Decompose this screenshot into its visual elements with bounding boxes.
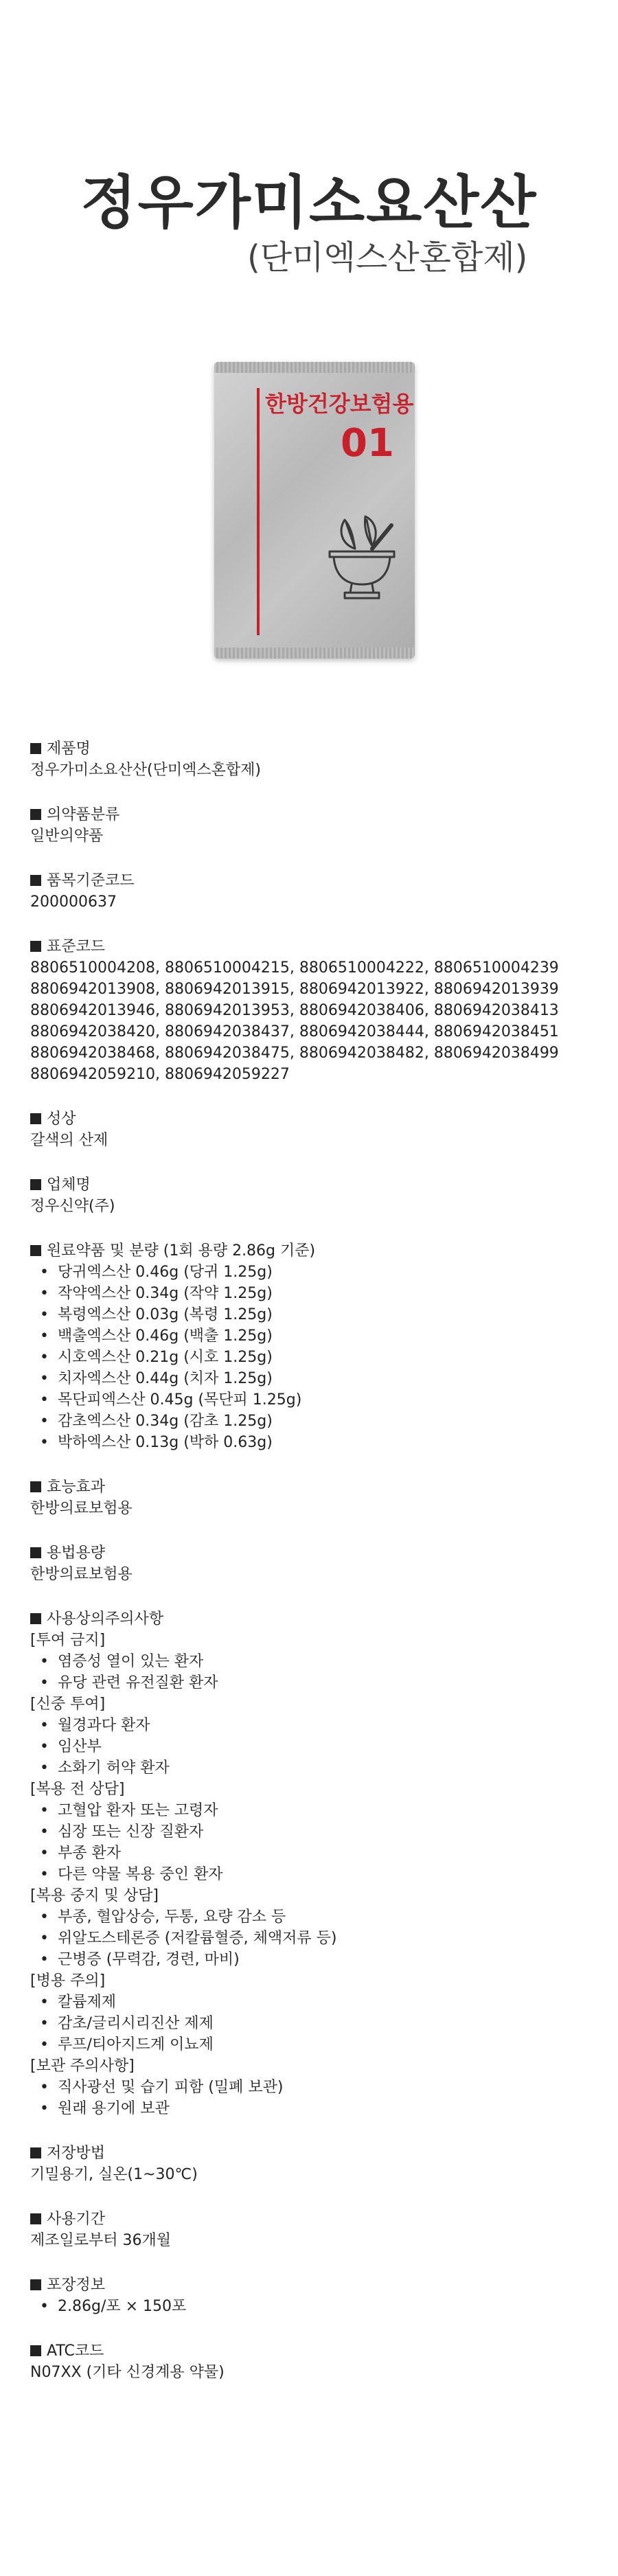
precaution-item: • 부종 환자 (30, 1843, 593, 1864)
pouch-top-seal (214, 362, 415, 373)
section-appearance (30, 1108, 593, 1151)
ingredient-item: • 감초엑스산 0.34g (감초 1.25g) (30, 1411, 593, 1432)
efficacy-value: 한방의료보험용 (30, 1500, 133, 1517)
section-packaging (30, 2275, 593, 2317)
precaution-item: • 고혈압 환자 또는 고령자 (30, 1800, 593, 1821)
ingredient-item: • 목단피엑스산 0.45g (목단피 1.25g) (30, 1389, 593, 1411)
company-value: 정우신약(주) (30, 1198, 115, 1215)
product-pouch-image (214, 362, 415, 659)
section-heading: 원료약품 및 분량 (1회 용량 2.86g 기준) (30, 1240, 593, 1262)
precaution-item: • 임산부 (30, 1736, 593, 1757)
precaution-item: • 원래 용기에 보관 (30, 2098, 593, 2119)
precaution-item: • 유당 관련 유전질환 환자 (30, 1672, 593, 1694)
precaution-group-title: [보관 주의사항] (30, 2058, 135, 2075)
precaution-item: • 심장 또는 신장 질환자 (30, 1821, 593, 1843)
section-heading: 저장방법 (30, 2143, 593, 2164)
product-name-value: 정우가미소요산산(단미엑스혼합제) (30, 762, 261, 779)
section-heading: 품목기준코드 (30, 870, 593, 891)
section-storage (30, 2143, 593, 2185)
atc-value: N07XX (기타 신경계용 약물) (30, 2364, 225, 2381)
precaution-item: • 위알도스테론증 (저칼륨혈증, 체액저류 등) (30, 1928, 593, 1949)
section-heading: 용법용량 (30, 1542, 593, 1564)
section-company (30, 1174, 593, 1217)
precaution-item: • 다른 약물 복용 중인 환자 (30, 1864, 593, 1885)
standard-code-line: 8806942059210, 8806942059227 (30, 1066, 290, 1083)
ingredient-item: • 시호엑스산 0.21g (시호 1.25g) (30, 1347, 593, 1368)
section-heading: 제품명 (30, 738, 593, 760)
section-ingredients (30, 1240, 593, 1453)
ingredient-item: • 박하엑스산 0.13g (박하 0.63g) (30, 1432, 593, 1453)
precaution-item: • 염증성 열이 있는 환자 (30, 1651, 593, 1672)
precaution-item: • 월경과다 환자 (30, 1715, 593, 1736)
section-efficacy (30, 1477, 593, 1519)
section-dosage (30, 1542, 593, 1585)
item-code-value: 200000637 (30, 893, 117, 911)
section-product-name (30, 738, 593, 781)
appearance-value: 갈색의 산제 (30, 1132, 108, 1149)
section-shelf-life (30, 2209, 593, 2251)
precaution-item: • 감초/글리시리진산 제제 (30, 2013, 593, 2034)
precaution-group-title: [복용 중지 및 상담] (30, 1887, 159, 1904)
drug-class-value: 일반의약품 (30, 828, 104, 845)
mortar-pestle-herb-icon (324, 506, 400, 609)
ingredient-item: • 당귀엑스산 0.46g (당귀 1.25g) (30, 1262, 593, 1283)
precaution-item: • 부종, 혈압상승, 두통, 요량 감소 등 (30, 1906, 593, 1928)
pouch-red-line (257, 388, 260, 635)
dosage-value: 한방의료보험용 (30, 1566, 133, 1583)
precaution-group-title: [복용 전 상담] (30, 1781, 125, 1798)
precaution-group-title: [신중 투여] (30, 1696, 106, 1713)
product-info (30, 738, 593, 2406)
section-heading: 효능효과 (30, 1477, 593, 1498)
precaution-group-title: [투여 금지] (30, 1632, 106, 1649)
ingredient-item: • 복령엑스산 0.03g (복령 1.25g) (30, 1304, 593, 1325)
section-heading: 업체명 (30, 1174, 593, 1196)
section-heading: 포장정보 (30, 2275, 593, 2296)
section-heading: 사용상의주의사항 (30, 1608, 593, 1630)
ingredient-item: • 백출엑스산 0.46g (백출 1.25g) (30, 1325, 593, 1347)
ingredient-item: • 작약엑스산 0.34g (작약 1.25g) (30, 1283, 593, 1304)
page-title: 정우가미소요산산 (80, 169, 538, 236)
standard-code-line: 8806942013908, 8806942013915, 8806942013922, 8806942013939 (30, 981, 559, 998)
precaution-item: • 루프/티아지드계 이뇨제 (30, 2034, 593, 2055)
storage-value: 기밀용기, 실온(1~30℃) (30, 2166, 198, 2183)
precaution-item: • 직사광선 및 습기 피함 (밀폐 보관) (30, 2077, 593, 2098)
standard-code-line: 8806510004208, 8806510004215, 8806510004222, 8806510004239 (30, 959, 559, 977)
standard-code-line: 8806942013946, 8806942013953, 8806942038406, 8806942038413 (30, 1002, 559, 1019)
section-drug-class (30, 804, 593, 847)
section-heading: 의약품분류 (30, 804, 593, 825)
pouch-bottom-seal (214, 648, 415, 659)
ingredient-item: • 치자엑스산 0.44g (치자 1.25g) (30, 1368, 593, 1389)
section-precautions (30, 1608, 593, 2119)
section-standard-code (30, 936, 593, 1085)
section-heading: ATC코드 (30, 2340, 593, 2362)
page-subtitle: (단미엑스산혼합제) (247, 238, 528, 277)
section-heading: 표준코드 (30, 936, 593, 957)
precaution-group-title: [병용 주의] (30, 1972, 106, 1990)
packaging-item: • 2.86g/포 × 150포 (30, 2296, 593, 2317)
section-heading: 사용기간 (30, 2209, 593, 2230)
shelf-life-value: 제조일로부터 36개월 (30, 2232, 172, 2249)
standard-code-line: 8806942038420, 8806942038437, 8806942038444, 8806942038451 (30, 1023, 559, 1040)
pouch-label: 한방건강보험용 (265, 391, 414, 417)
section-item-code (30, 870, 593, 913)
precaution-item: • 근병증 (무력감, 경련, 마비) (30, 1949, 593, 1970)
precaution-item: • 칼륨제제 (30, 1992, 593, 2013)
section-heading: 성상 (30, 1108, 593, 1130)
standard-code-line: 8806942038468, 8806942038475, 8806942038482, 8806942038499 (30, 1045, 559, 1062)
section-atc (30, 2340, 593, 2383)
precaution-item: • 소화기 허약 환자 (30, 1757, 593, 1779)
pouch-number: 01 (341, 421, 394, 466)
